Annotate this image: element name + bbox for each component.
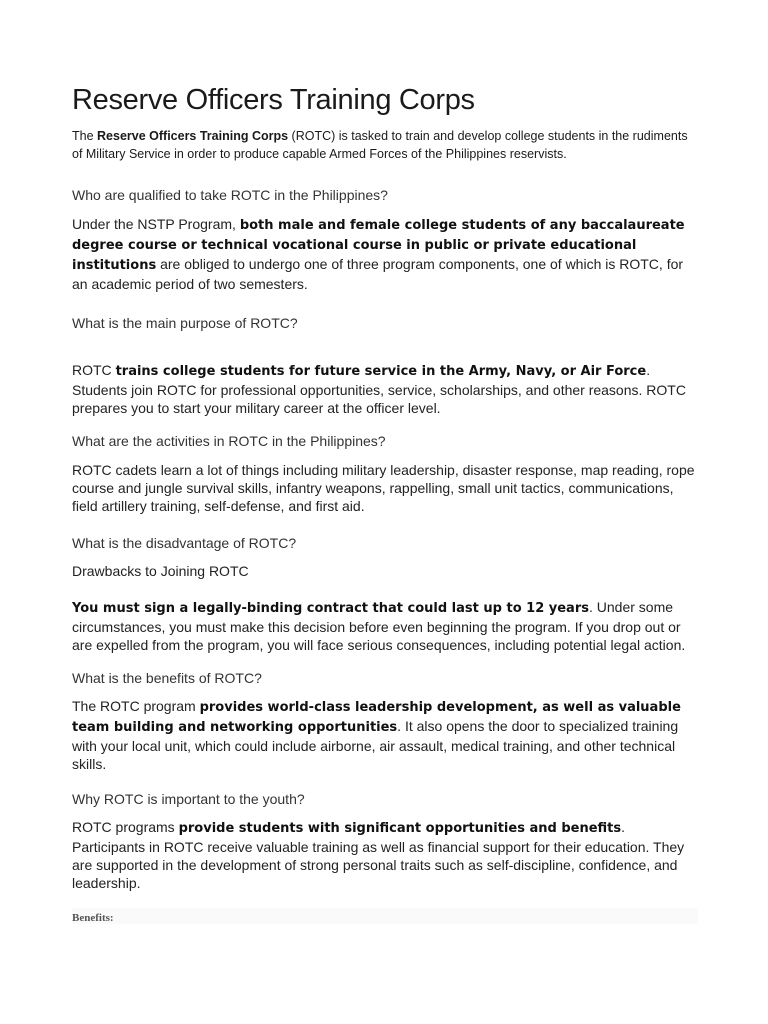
intro-text-bold: Reserve Officers Training Corps	[97, 129, 289, 143]
answer-benefits-bold: provides world-class leadership development, as well as valuable team building and networking opportunities	[72, 700, 681, 735]
answer-youth	[72, 818, 702, 892]
intro-text-post: (ROTC) is tasked to train and develop college students in the rudiments of Military Service in order to produce capable Armed Forces of the Philippines reservists.	[72, 129, 688, 161]
question-youth: Why ROTC is important to the youth?	[72, 791, 305, 807]
answer-youth-pre: ROTC programs	[72, 819, 179, 835]
answer-benefits-pre: The ROTC program	[72, 698, 200, 714]
question-purpose: What is the main purpose of ROTC?	[72, 315, 298, 331]
answer-disadvantage-post: . Under some circumstances, you must make this decision before even beginning the program. If you drop out or are expelled from the program, you will face serious consequences, including potential legal action.	[72, 599, 686, 653]
answer-qualified-pre: Under the NSTP Program,	[72, 216, 240, 232]
answer-qualified	[72, 215, 702, 293]
answer-purpose	[72, 361, 702, 417]
intro-text-pre: The	[72, 129, 98, 143]
answer-disadvantage	[72, 598, 702, 654]
answer-purpose-bold: trains college students for future service in the Army, Navy, or Air Force	[115, 364, 647, 379]
answer-disadvantage-subheading: Drawbacks to Joining ROTC	[72, 563, 249, 579]
answer-purpose-post: . Students join ROTC for professional opportunities, service, scholarships, and other reasons. ROTC prepares you to start your military career at the officer level.	[72, 362, 686, 416]
benefits-label: Benefits:	[72, 912, 114, 924]
benefits-heading-bar	[72, 908, 698, 924]
answer-activities: ROTC cadets learn a lot of things including military leadership, disaster response, map reading, rope course and jungle survival skills, infantry weapons, rappelling, small unit tactics, communications, field artillery training, self-defense, and first aid.	[72, 462, 695, 514]
question-qualified: Who are qualified to take ROTC in the Philippines?	[72, 187, 388, 203]
answer-youth-bold: provide students with significant opportunities and benefits	[178, 821, 622, 836]
answer-youth-post: . Participants in ROTC receive valuable training as well as financial support for their education. They are supported in the development of strong personal traits such as self-discipline, confidence, and leadership.	[72, 819, 685, 891]
intro-paragraph	[72, 128, 692, 163]
answer-purpose-pre: ROTC	[72, 362, 116, 378]
answer-benefits	[72, 697, 702, 773]
answer-benefits-post: . It also opens the door to specialized training with your local unit, which could include airborne, air assault, medical training, and other technical skills.	[72, 718, 679, 772]
page-title: Reserve Officers Training Corps	[72, 84, 475, 116]
question-benefits: What is the benefits of ROTC?	[72, 670, 262, 686]
answer-disadvantage-bold: You must sign a legally-binding contract that could last up to 12 years	[72, 601, 589, 616]
answer-qualified-post: are obliged to undergo one of three program components, one of which is ROTC, for an academic period of two semesters.	[72, 256, 684, 292]
question-activities: What are the activities in ROTC in the Philippines?	[72, 433, 386, 449]
answer-qualified-bold: both male and female college students of any baccalaureate degree course or technical vocational course in public or private educational institutions	[72, 218, 685, 273]
question-disadvantage: What is the disadvantage of ROTC?	[72, 535, 297, 551]
